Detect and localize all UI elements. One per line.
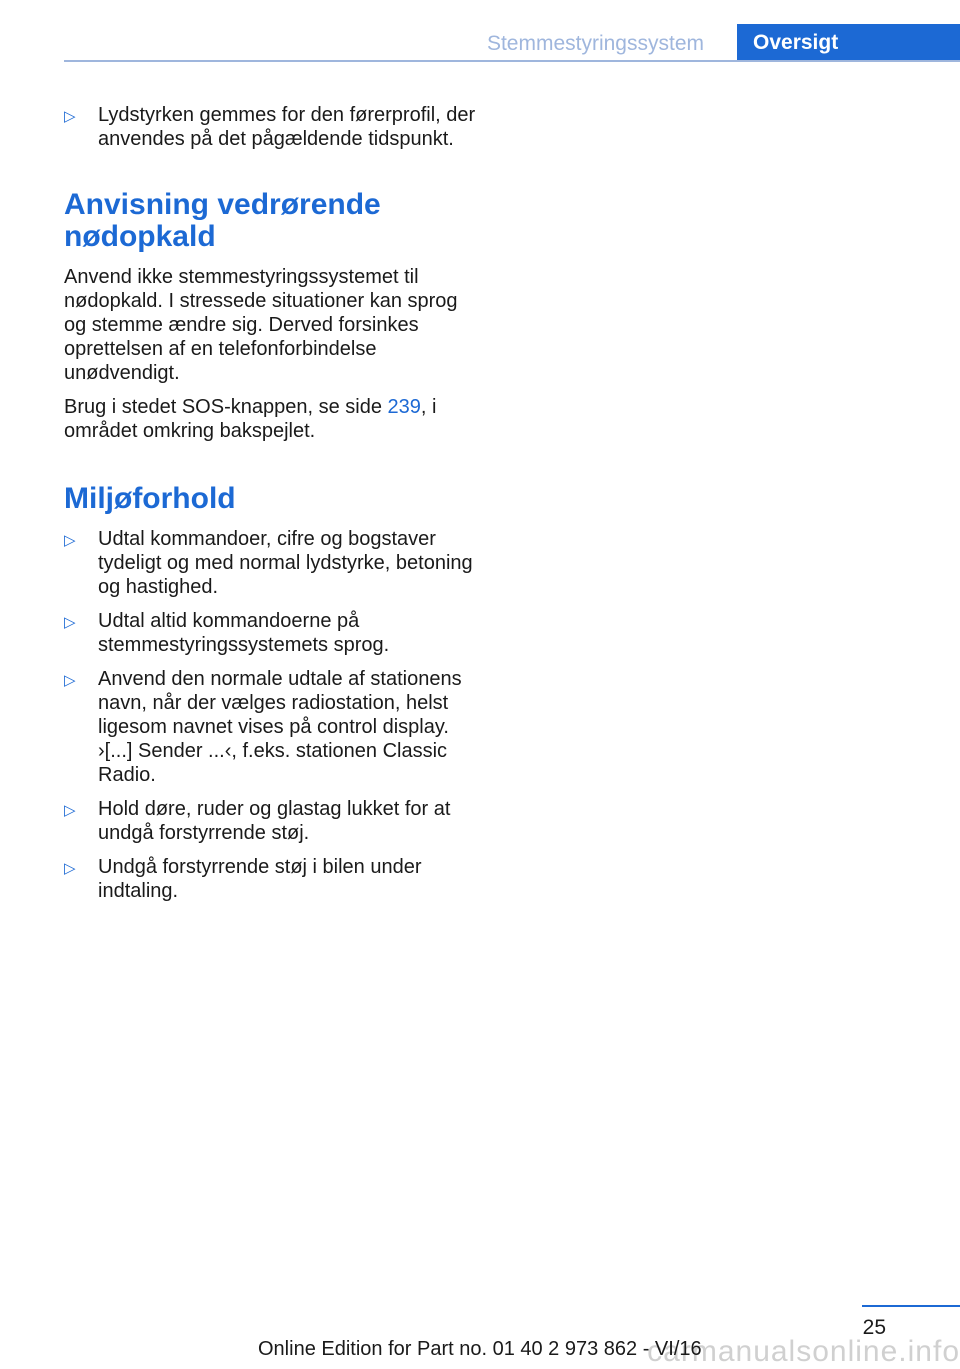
content-column xyxy=(64,103,484,913)
paragraph-sos xyxy=(64,395,484,443)
page-number: 25 xyxy=(862,1316,886,1339)
bullet-triangle-icon: ▷ xyxy=(64,108,76,125)
list-item xyxy=(64,527,484,599)
page-number-rule xyxy=(862,1305,960,1307)
bullet-triangle-icon: ▷ xyxy=(64,860,76,877)
list-item xyxy=(64,855,484,903)
list-item xyxy=(64,103,484,151)
section-heading-emergency: Anvisning vedrørende nødopkald xyxy=(64,188,381,253)
list-item-text: Udtal kommandoer, cifre og bogstaver tydeligt og med normal lydstyrke, betoning og hastighed. xyxy=(98,528,473,598)
header-tab-oversigt: Oversigt xyxy=(737,24,960,62)
edition-footer: Online Edition for Part no. 01 40 2 973 862 - VI/16 xyxy=(258,1338,702,1360)
list-item-text: Anvend den normale udtale af stationens navn, når der vælges radiostation, helst ligesom navnet vises på control display. xyxy=(98,668,462,738)
header-section-title: Stemmestyringssystem xyxy=(486,32,704,55)
list-item-text: Hold døre, ruder og glastag lukket for at undgå forstyrrende støj. xyxy=(98,798,451,844)
bullet-triangle-icon: ▷ xyxy=(64,614,76,631)
list-item xyxy=(64,609,484,657)
header-rule xyxy=(64,60,960,62)
watermark: carmanualsonline.info xyxy=(647,1335,960,1368)
bullet-triangle-icon: ▷ xyxy=(64,802,76,819)
list-item-text: Lydstyrken gemmes for den førerprofil, der anvendes på det pågældende tidspunkt. xyxy=(98,104,476,150)
list-item-text: Udtal altid kommandoerne på stemmestyringssystemets sprog. xyxy=(98,610,390,656)
list-item-text: Undgå forstyrrende støj i bilen under indtaling. xyxy=(98,856,422,902)
list-item xyxy=(64,797,484,845)
bullet-triangle-icon: ▷ xyxy=(64,672,76,689)
paragraph-text: Brug i stedet SOS-knappen, se side xyxy=(64,396,388,418)
paragraph-text: , i området omkring bakspejlet. xyxy=(64,396,437,442)
list-item xyxy=(64,667,484,787)
section-heading-environment: Miljøforhold xyxy=(64,482,236,515)
bullet-triangle-icon: ▷ xyxy=(64,532,76,549)
list-item-example: ›[...] Sender ...‹, f.eks. stationen Classic Radio. xyxy=(98,740,448,786)
paragraph: Anvend ikke stemmestyringssystemet til nødopkald. I stressede situationer kan sprog og stemme ændre sig. Derved forsinkes oprettelsen af en telefonforbindelse unødvendigt. xyxy=(64,266,458,384)
page-reference-link[interactable]: 239 xyxy=(387,396,421,418)
